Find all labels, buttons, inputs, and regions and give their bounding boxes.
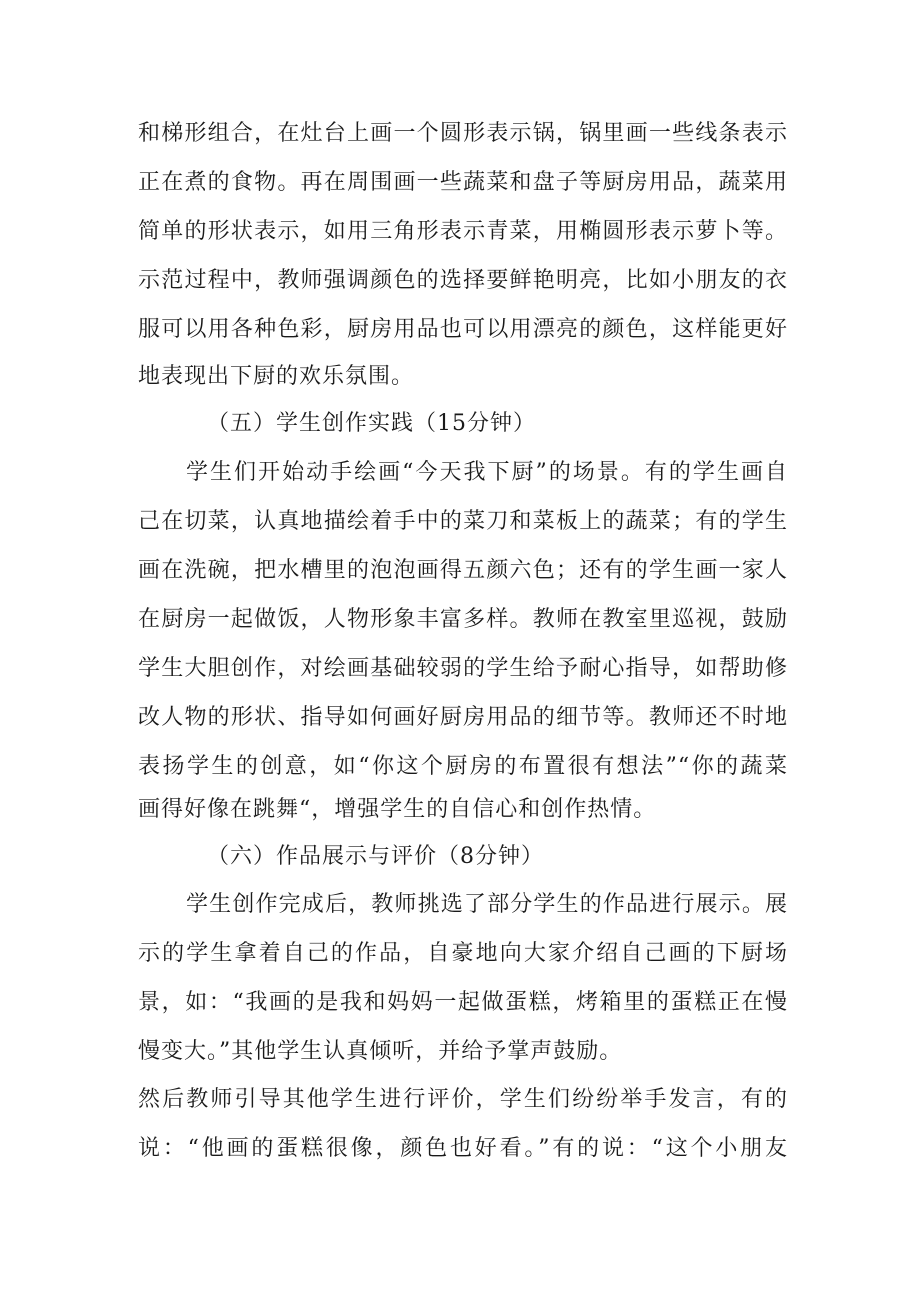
text-line: 示的学生拿着自己的作品，自豪地向大家介绍自己画的下厨场 [138, 941, 788, 966]
text-line: 服可以用各种色彩，厨房用品也可以用漂亮的颜色，这样能更好 [138, 317, 788, 342]
section-heading-5: （五）学生创作实践（15分钟） [207, 411, 536, 436]
text-line: 在厨房一起做饭，人物形象丰富多样。教师在教室里巡视，鼓励 [138, 607, 788, 632]
text-line: 改人物的形状、指导如何画好厨房用品的细节等。教师还不时地 [138, 705, 788, 730]
paragraph-first-line: 学生们开始动手绘画“今天我下厨”的场景。有的学生画自 [186, 460, 788, 485]
text-line: 示范过程中，教师强调颜色的选择要鲜艳明亮，比如小朋友的衣 [138, 268, 788, 293]
text-line: 己在切菜，认真地描绘着手中的菜刀和菜板上的蔬菜；有的学生 [138, 509, 788, 534]
text-line: 慢变大。”其他学生认真倾听，并给予掌声鼓励。 [138, 1039, 623, 1064]
paragraph-first-line: 学生创作完成后，教师挑选了部分学生的作品进行展示。展 [186, 892, 788, 917]
text-line: 和梯形组合，在灶台上画一个圆形表示锅，锅里画一些线条表示 [138, 121, 788, 146]
text-line: 正在煮的食物。再在周围画一些蔬菜和盘子等厨房用品，蔬菜用 [138, 170, 788, 195]
text-line: 学生大胆创作，对绘画基础较弱的学生给予耐心指导，如帮助修 [138, 656, 788, 681]
text-line: 画得好像在跳舞“，增强学生的自信心和创作热情。 [138, 797, 657, 822]
text-line: 说：“他画的蛋糕很像，颜色也好看。”有的说：“这个小朋友 [138, 1136, 788, 1161]
text-line: 景，如：“我画的是我和妈妈一起做蛋糕，烤箱里的蛋糕正在慢 [138, 990, 788, 1015]
text-line: 简单的形状表示，如用三角形表示青菜，用椭圆形表示萝卜等。 [138, 219, 788, 244]
text-line: 画在洗碗，把水槽里的泡泡画得五颜六色；还有的学生画一家人 [138, 558, 788, 583]
text-line: 表扬学生的创意，如“你这个厨房的布置很有想法”“你的蔬菜 [138, 754, 788, 779]
text-line: 地表现出下厨的欢乐氛围。 [138, 364, 415, 389]
text-line: 然后教师引导其他学生进行评价，学生们纷纷举手发言，有的 [138, 1087, 788, 1112]
section-heading-6: （六）作品展示与评价（8分钟） [207, 844, 544, 869]
